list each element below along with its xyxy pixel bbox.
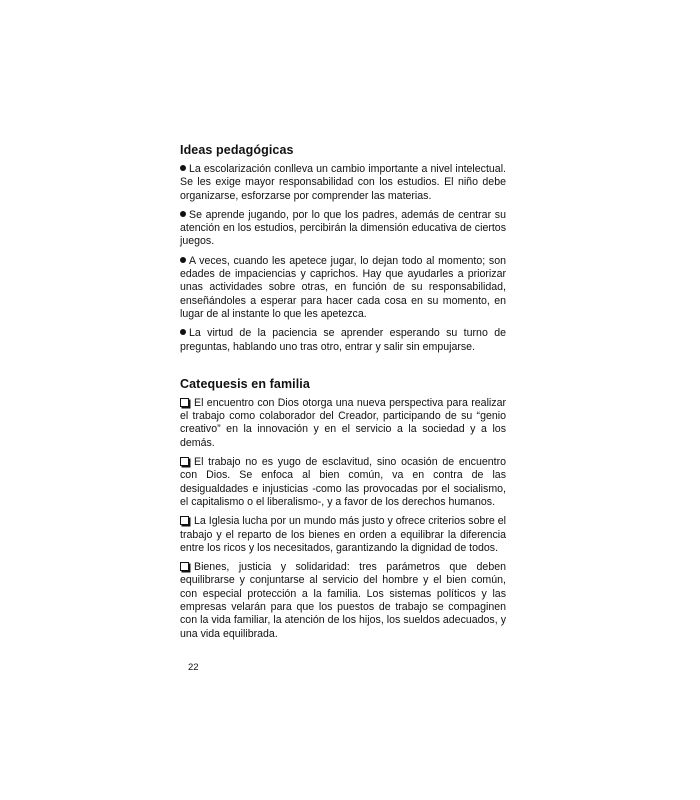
checkbox-icon — [180, 562, 189, 571]
list-item-text: A veces, cuando les apetece jugar, lo dejan todo al momento; son edades de impaciencias y caprichos. Hay que ayudarles a priorizar unas actividades sobre otras, en función de su responsabilidad, enseñándoles a esperar para hacer cada cosa en su momento, en lugar de al instante lo que les apetezca. — [180, 254, 506, 320]
list-item — [180, 515, 506, 555]
list-item-text: La virtud de la paciencia se aprender esperando su turno de preguntas, hablando uno tras otro, entrar y salir sin empujarse. — [180, 327, 506, 353]
checkbox-icon — [180, 457, 189, 466]
section-ideas-pedagogicas — [180, 143, 506, 354]
section-catequesis-en-familia — [180, 377, 506, 641]
list-item — [180, 397, 506, 450]
list-item-text: La escolarización conlleva un cambio importante a nivel intelectual. Se les exige mayor responsabilidad con los estudios. El niño debe organizarse, esforzarse por comprender las materias. — [180, 163, 506, 202]
section-title: Ideas pedagógicas — [180, 143, 294, 157]
bullet-icon — [180, 257, 186, 263]
list-item — [180, 255, 506, 321]
checkbox-icon — [180, 398, 189, 407]
list-item — [180, 561, 506, 641]
page-content — [180, 143, 506, 647]
bullet-icon — [180, 165, 186, 171]
checkbox-icon — [180, 516, 189, 525]
list-item-text: La Iglesia lucha por un mundo más justo y ofrece criterios sobre el trabajo y el reparto de los bienes en orden a equilibrar la diferencia entre los ricos y los necesitados, garantizando la dignidad de todos. — [180, 515, 506, 554]
list-item — [180, 456, 506, 509]
bullet-icon — [180, 329, 186, 335]
list-item — [180, 163, 506, 203]
list-item-text: El encuentro con Dios otorga una nueva perspectiva para realizar el trabajo como colaborador del Creador, participando de su “genio creativo” en la innovación y en el servicio a la sociedad y a los demás. — [180, 396, 506, 449]
list-item — [180, 327, 506, 354]
page-number: 22 — [188, 662, 199, 673]
section-title: Catequesis en familia — [180, 376, 310, 391]
list-item — [180, 209, 506, 249]
bullet-icon — [180, 211, 186, 217]
list-item-text: Bienes, justicia y solidaridad: tres parámetros que deben equilibrarse y conjuntarse al servicio del hombre y el bien común, con especial protección a la familia. Los sistemas políticos y las empresas velarán para que los puestos de trabajo se compaginen con la vida familiar, la atención de los hijos, los sueldos adecuados, y una vida equilibrada. — [180, 561, 506, 640]
list-item-text: El trabajo no es yugo de esclavitud, sino ocasión de encuentro con Dios. Se enfoca al bien común, va en contra de las desigualdades e injusticias -como las provocadas por el socialismo, el capitalismo o el liberalismo-, y a favor de los derechos humanos. — [180, 456, 506, 508]
list-item-text: Se aprende jugando, por lo que los padres, además de centrar su atención en los estudios, percibirán la dimensión educativa de ciertos juegos. — [180, 208, 506, 248]
